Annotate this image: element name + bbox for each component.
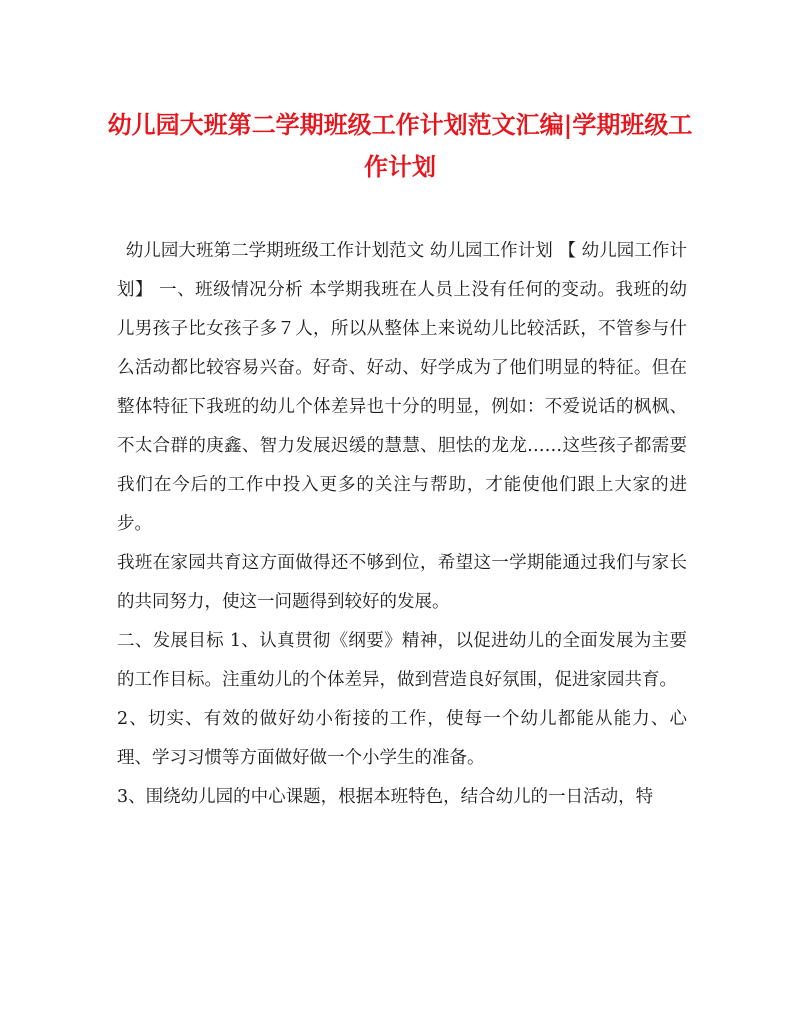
document-title: 幼儿园大班第二学期班级工作计划范文汇编|学期班级工作计划: [107, 110, 693, 181]
paragraph-goals: 二、发展目标 1、认真贯彻《纲要》精神，以促进幼儿的全面发展为主要的工作目标。注重幼儿的个体差异，做到营造良好氛围，促进家园共育。: [117, 631, 687, 690]
paragraph-goal-2: 2、切实、有效的做好幼小衔接的工作，使每一个幼儿都能从能力、心理、学习习惯等方面做好做一个小学生的准备。: [117, 709, 687, 768]
paragraph-intro: 幼儿园大班第二学期班级工作计划范文 幼儿园工作计划 【 幼儿园工作计划】 一、班级情况分析 本学期我班在人员上没有任何的变动。我班的幼儿男孩子比女孩子多７人，所以从整体上来说幼儿比较活跃，不管参与什么活动都比较容易兴奋。好奇、好动、好学成为了他们明显的特征。但在整体特征下我班的幼儿个体差异也十分的明显，例如：不爱说话的枫枫、不太合群的庚鑫、智力发展迟缓的慧慧、胆怯的龙龙……这些孩子都需要我们在今后的工作中投入更多的关注与帮助，才能使他们跟上大家的进步。: [117, 241, 687, 534]
paragraph-home-school: 我班在家园共育这方面做得还不够到位，希望这一学期能通过我们与家长的共同努力，使这一问题得到较好的发展。: [117, 553, 687, 612]
document-body: [117, 232, 687, 817]
paragraph-goal-3: 3、围绕幼儿园的中心课题，根据本班特色，结合幼儿的一日活动，特: [117, 787, 654, 807]
